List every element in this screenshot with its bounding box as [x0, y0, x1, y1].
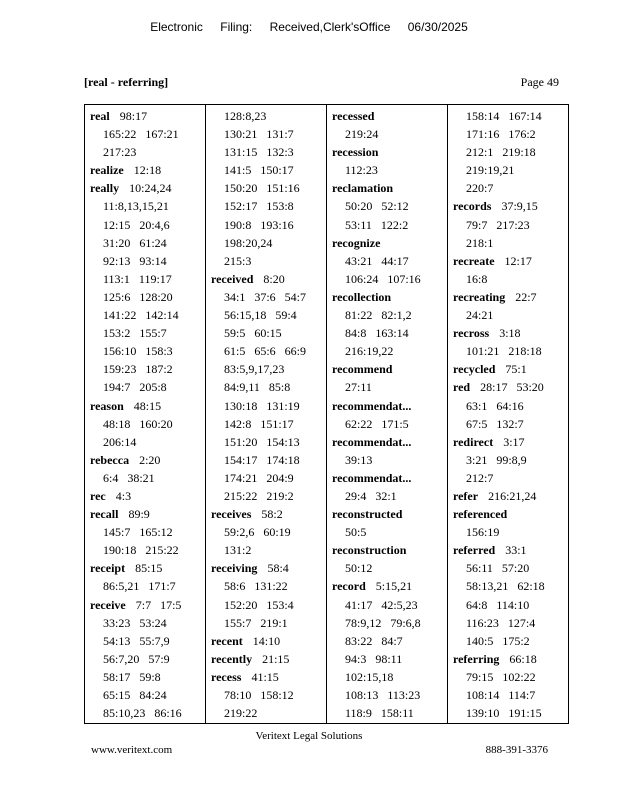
index-headword: reason: [90, 398, 124, 413]
index-entry: [332, 397, 447, 415]
index-refs-line: 218:1: [466, 235, 494, 250]
index-headword: recommend: [332, 362, 393, 377]
index-headword: reclamation: [332, 181, 394, 196]
index-entry: [332, 107, 447, 125]
index-refs-line: 212:7: [466, 470, 494, 485]
index-refs: 37:9,15: [501, 199, 538, 214]
index-refs-line: 16:8: [466, 271, 488, 286]
index-entry: [453, 360, 568, 378]
index-refs: 75:1: [505, 362, 527, 377]
index-refs-line: 59:2,6 60:19: [224, 525, 291, 540]
index-refs-line: 61:5 65:6 66:9: [224, 344, 307, 359]
index-refs: 10:24,24: [129, 181, 172, 196]
index-refs-line: 219:19,21: [466, 163, 515, 178]
index-refs-line: 156:10 158:3: [103, 344, 173, 359]
index-headword: recycled: [453, 362, 496, 377]
index-refs-line: 152:17 153:8: [224, 199, 294, 214]
index-headword: recollection: [332, 289, 392, 304]
index-refs-line: 92:13 93:14: [103, 253, 167, 268]
index-refs: 216:21,24: [488, 488, 537, 503]
index-refs: 7:7 17:5: [135, 597, 182, 612]
index-refs-line: 215:3: [224, 253, 252, 268]
index-headword: recross: [453, 326, 490, 341]
index-entry: [211, 270, 326, 288]
index-refs-line: 50:5: [345, 525, 367, 540]
index-refs-line: 27:11: [345, 380, 372, 395]
index-entry: [211, 632, 326, 650]
efiling-date: 06/30/2025: [407, 20, 468, 34]
index-refs-line: 85:10,23 86:16: [103, 706, 182, 721]
page-number: Page 49: [520, 75, 559, 89]
index-refs: 4:3: [115, 488, 132, 503]
index-refs-line: 54:13 55:7,9: [103, 633, 170, 648]
index-refs-line: 212:1 219:18: [466, 145, 536, 160]
index-refs: 3:18: [499, 326, 521, 341]
index-refs-line: 219:24: [345, 127, 379, 142]
index-headword: receives: [211, 507, 252, 522]
index-refs-line: 83:22 84:7: [345, 633, 403, 648]
efiling-part: Electronic: [150, 20, 203, 34]
index-refs-line: 116:23 127:4: [466, 615, 536, 630]
index-refs-line: 58:17 59:8: [103, 669, 161, 684]
index-refs-line: 50:20 52:12: [345, 199, 409, 214]
index-entry: [453, 288, 568, 306]
index-refs: 33:1: [505, 543, 527, 558]
index-headword: referenced: [453, 507, 508, 522]
index-column: [205, 105, 326, 723]
index-refs-line: 62:22 171:5: [345, 416, 409, 431]
index-entry: [332, 541, 447, 559]
index-refs-line: 56:7,20 57:9: [103, 651, 170, 666]
index-refs-line: 43:21 44:17: [345, 253, 409, 268]
index-refs-line: 81:22 82:1,2: [345, 308, 412, 323]
index-refs-line: 53:11 122:2: [345, 217, 409, 232]
index-refs-line: 65:15 84:24: [103, 688, 167, 702]
index-refs-line: 141:22 142:14: [103, 308, 179, 323]
index-refs-line: 108:14 114:7: [466, 688, 536, 702]
index-refs-line: 102:15,18: [345, 669, 394, 684]
index-refs-line: 198:20,24: [224, 235, 273, 250]
index-headword: real: [90, 109, 110, 123]
index-refs: 12:18: [133, 163, 162, 178]
index-refs-line: 24:21: [466, 308, 494, 323]
index-headword: rebecca: [90, 452, 130, 467]
index-refs: 85:15: [135, 561, 163, 576]
index-headword: recently: [211, 651, 253, 666]
index-refs-line: 6:4 38:21: [103, 470, 155, 485]
index-refs-line: 156:19: [466, 525, 500, 540]
index-refs: 21:15: [262, 651, 290, 666]
index-entry: [90, 559, 205, 577]
index-refs-line: 78:10 158:12: [224, 688, 294, 702]
index-refs-line: 194:7 205:8: [103, 380, 167, 395]
index-headword: referred: [453, 543, 496, 558]
index-refs-line: 56:11 57:20: [466, 561, 530, 576]
index-entry: [453, 541, 568, 559]
index-refs-line: 101:21 218:18: [466, 344, 542, 359]
index-column: [85, 105, 205, 723]
index-entry: [453, 324, 568, 342]
index-refs: 58:2: [261, 507, 283, 522]
index-refs-line: 140:5 175:2: [466, 633, 530, 648]
index-refs-line: 63:1 64:16: [466, 398, 524, 413]
index-entry: [90, 487, 205, 505]
index-entry: [90, 397, 205, 415]
index-refs: 14:10: [252, 633, 281, 648]
index-headword: recall: [90, 507, 119, 522]
index-refs: 41:15: [251, 669, 279, 684]
index-headword: records: [453, 199, 492, 214]
index-refs-line: 128:8,23: [224, 109, 267, 123]
index-entry: [332, 577, 447, 595]
index-refs-line: 84:8 163:14: [345, 326, 409, 341]
index-entry: [90, 179, 205, 197]
index-entry: [332, 469, 447, 487]
index-headword: recession: [332, 145, 379, 160]
index-refs-line: 217:23: [103, 145, 137, 160]
index-refs-line: 29:4 32:1: [345, 488, 397, 503]
index-entry: [332, 360, 447, 378]
index-refs-line: 56:15,18 59:4: [224, 308, 297, 323]
index-entry: [211, 650, 326, 668]
index-entry: [90, 596, 205, 614]
index-refs-line: 153:2 155:7: [103, 326, 167, 341]
index-refs-line: 158:14 167:14: [466, 109, 542, 123]
index-refs-line: 58:13,21 62:18: [466, 579, 545, 594]
index-refs: 8:20: [263, 271, 285, 286]
index-headword: receiving: [211, 561, 258, 576]
index-refs-line: 131:15 132:3: [224, 145, 294, 160]
index-refs-line: 171:16 176:2: [466, 127, 536, 142]
index-entry: [453, 197, 568, 215]
index-headword: recessed: [332, 109, 375, 123]
index-headword: recess: [211, 669, 242, 684]
index-refs-line: 48:18 160:20: [103, 416, 173, 431]
index-refs-line: 78:9,12 79:6,8: [345, 615, 421, 630]
index-headword: realize: [90, 163, 124, 178]
index-entry: [332, 433, 447, 451]
index-refs: 3:17: [503, 434, 525, 449]
index-refs-line: 64:8 114:10: [466, 597, 530, 612]
efiling-stamp: [0, 20, 618, 34]
index-refs-line: 190:18 215:22: [103, 543, 179, 558]
index-entry: [332, 288, 447, 306]
index-refs-line: 94:3 98:11: [345, 651, 403, 666]
index-headword: refer: [453, 488, 479, 503]
index-refs: 5:15,21: [375, 579, 413, 594]
index-entry: [453, 378, 568, 396]
index-refs: 2:20: [139, 452, 161, 467]
index-refs: 58:4: [267, 561, 289, 576]
index-range: [real - referring]: [84, 75, 169, 89]
index-refs-line: 165:22 167:21: [103, 127, 179, 142]
index-refs-line: 84:9,11 85:8: [224, 380, 291, 395]
index-entry: [90, 107, 205, 125]
index-refs-line: 3:21 99:8,9: [466, 452, 527, 467]
index-refs-line: 215:22 219:2: [224, 488, 294, 503]
index-refs-line: 34:1 37:6 54:7: [224, 289, 307, 304]
index-entry: [332, 179, 447, 197]
index-headword: reconstructed: [332, 507, 403, 522]
index-refs-line: 219:22: [224, 706, 258, 721]
index-headword: recreate: [453, 253, 495, 268]
index-entry: [453, 487, 568, 505]
index-refs: 12:17: [504, 253, 532, 268]
index-refs-line: 130:21 131:7: [224, 127, 294, 142]
index-refs-line: 108:13 113:23: [345, 688, 421, 702]
index-headword: recreating: [453, 289, 506, 304]
index-entry: [90, 161, 205, 179]
index-entry: [332, 234, 447, 252]
index-headword: recognize: [332, 235, 381, 250]
index-refs-line: 141:5 150:17: [224, 163, 294, 178]
index-entry: [211, 668, 326, 686]
index-refs: 66:18: [509, 651, 537, 666]
index-refs: 22:7: [515, 289, 537, 304]
index-refs-line: 106:24 107:16: [345, 271, 421, 286]
footer-website: www.veritext.com: [91, 744, 173, 756]
index-refs-line: 174:21 204:9: [224, 470, 294, 485]
index-column: [447, 105, 568, 723]
index-refs-line: 113:1 119:17: [103, 271, 172, 286]
index-entry: [211, 559, 326, 577]
index-refs-line: 145:7 165:12: [103, 525, 173, 540]
index-refs-line: 152:20 153:4: [224, 597, 294, 612]
index-refs-line: 58:6 131:22: [224, 579, 288, 594]
index-refs-line: 130:18 131:19: [224, 398, 300, 413]
index-refs: 98:17: [119, 109, 148, 123]
efiling-part: Filing:: [220, 20, 253, 34]
index-refs-line: 220:7: [466, 181, 494, 196]
index-refs: 89:9: [128, 507, 150, 522]
index-refs-line: 12:15 20:4,6: [103, 217, 170, 232]
index-refs-line: 67:5 132:7: [466, 416, 524, 431]
index-headword: record: [332, 579, 366, 594]
index-entry: [332, 505, 447, 523]
index-headword: rec: [90, 488, 106, 503]
index-refs-line: 154:17 174:18: [224, 452, 300, 467]
index-refs-line: 155:7 219:1: [224, 615, 288, 630]
index-grid: [84, 104, 569, 724]
index-column: [326, 105, 447, 723]
index-headword: red: [453, 380, 471, 395]
index-entry: [453, 505, 568, 523]
index-refs-line: 39:13: [345, 452, 373, 467]
index-headword: really: [90, 181, 120, 196]
index-headword: reconstruction: [332, 543, 407, 558]
index-headword: receive: [90, 597, 126, 612]
index-entry: [332, 143, 447, 161]
index-refs-line: 190:8 193:16: [224, 217, 294, 232]
index-refs-line: 150:20 151:16: [224, 181, 300, 196]
index-headword: recommendat...: [332, 470, 412, 485]
index-refs-line: 206:14: [103, 434, 137, 449]
index-headword: redirect: [453, 434, 494, 449]
index-refs: 48:15: [133, 398, 162, 413]
index-refs-line: 139:10 191:15: [466, 706, 542, 721]
footer-company: Veritext Legal Solutions: [255, 730, 363, 742]
index-entry: [211, 505, 326, 523]
index-refs-line: 112:23: [345, 163, 378, 178]
index-refs-line: 79:15 102:22: [466, 669, 536, 684]
index-headword: recommendat...: [332, 398, 412, 413]
index-refs-line: 11:8,13,15,21: [103, 199, 169, 214]
index-entry: [90, 451, 205, 469]
index-refs-line: 41:17 42:5,23: [345, 597, 418, 612]
index-refs-line: 59:5 60:15: [224, 326, 282, 341]
index-entry: [453, 650, 568, 668]
index-refs-line: 125:6 128:20: [103, 289, 173, 304]
efiling-part: Received,Clerk'sOffice: [269, 20, 391, 34]
index-refs-line: 79:7 217:23: [466, 217, 530, 232]
index-refs-line: 151:20 154:13: [224, 434, 300, 449]
index-refs-line: 33:23 53:24: [103, 615, 167, 630]
index-headword: received: [211, 271, 254, 286]
index-refs-line: 216:19,22: [345, 344, 394, 359]
index-refs-line: 131:2: [224, 543, 252, 558]
index-entry: [90, 505, 205, 523]
footer-phone: 888-391-3376: [485, 744, 548, 756]
index-entry: [453, 433, 568, 451]
index-refs-line: 118:9 158:11: [345, 706, 414, 721]
index-headword: recommendat...: [332, 434, 412, 449]
index-headword: referring: [453, 651, 500, 666]
index-refs-line: 83:5,9,17,23: [224, 362, 285, 377]
index-entry: [453, 252, 568, 270]
index-refs-line: 86:5,21 171:7: [103, 579, 176, 594]
index-refs-line: 159:23 187:2: [103, 362, 173, 377]
index-refs-line: 31:20 61:24: [103, 235, 167, 250]
index-refs: 28:17 53:20: [480, 380, 544, 395]
index-refs-line: 50:12: [345, 561, 373, 576]
index-headword: recent: [211, 633, 243, 648]
index-headword: receipt: [90, 561, 126, 576]
index-refs-line: 142:8 151:17: [224, 416, 294, 431]
